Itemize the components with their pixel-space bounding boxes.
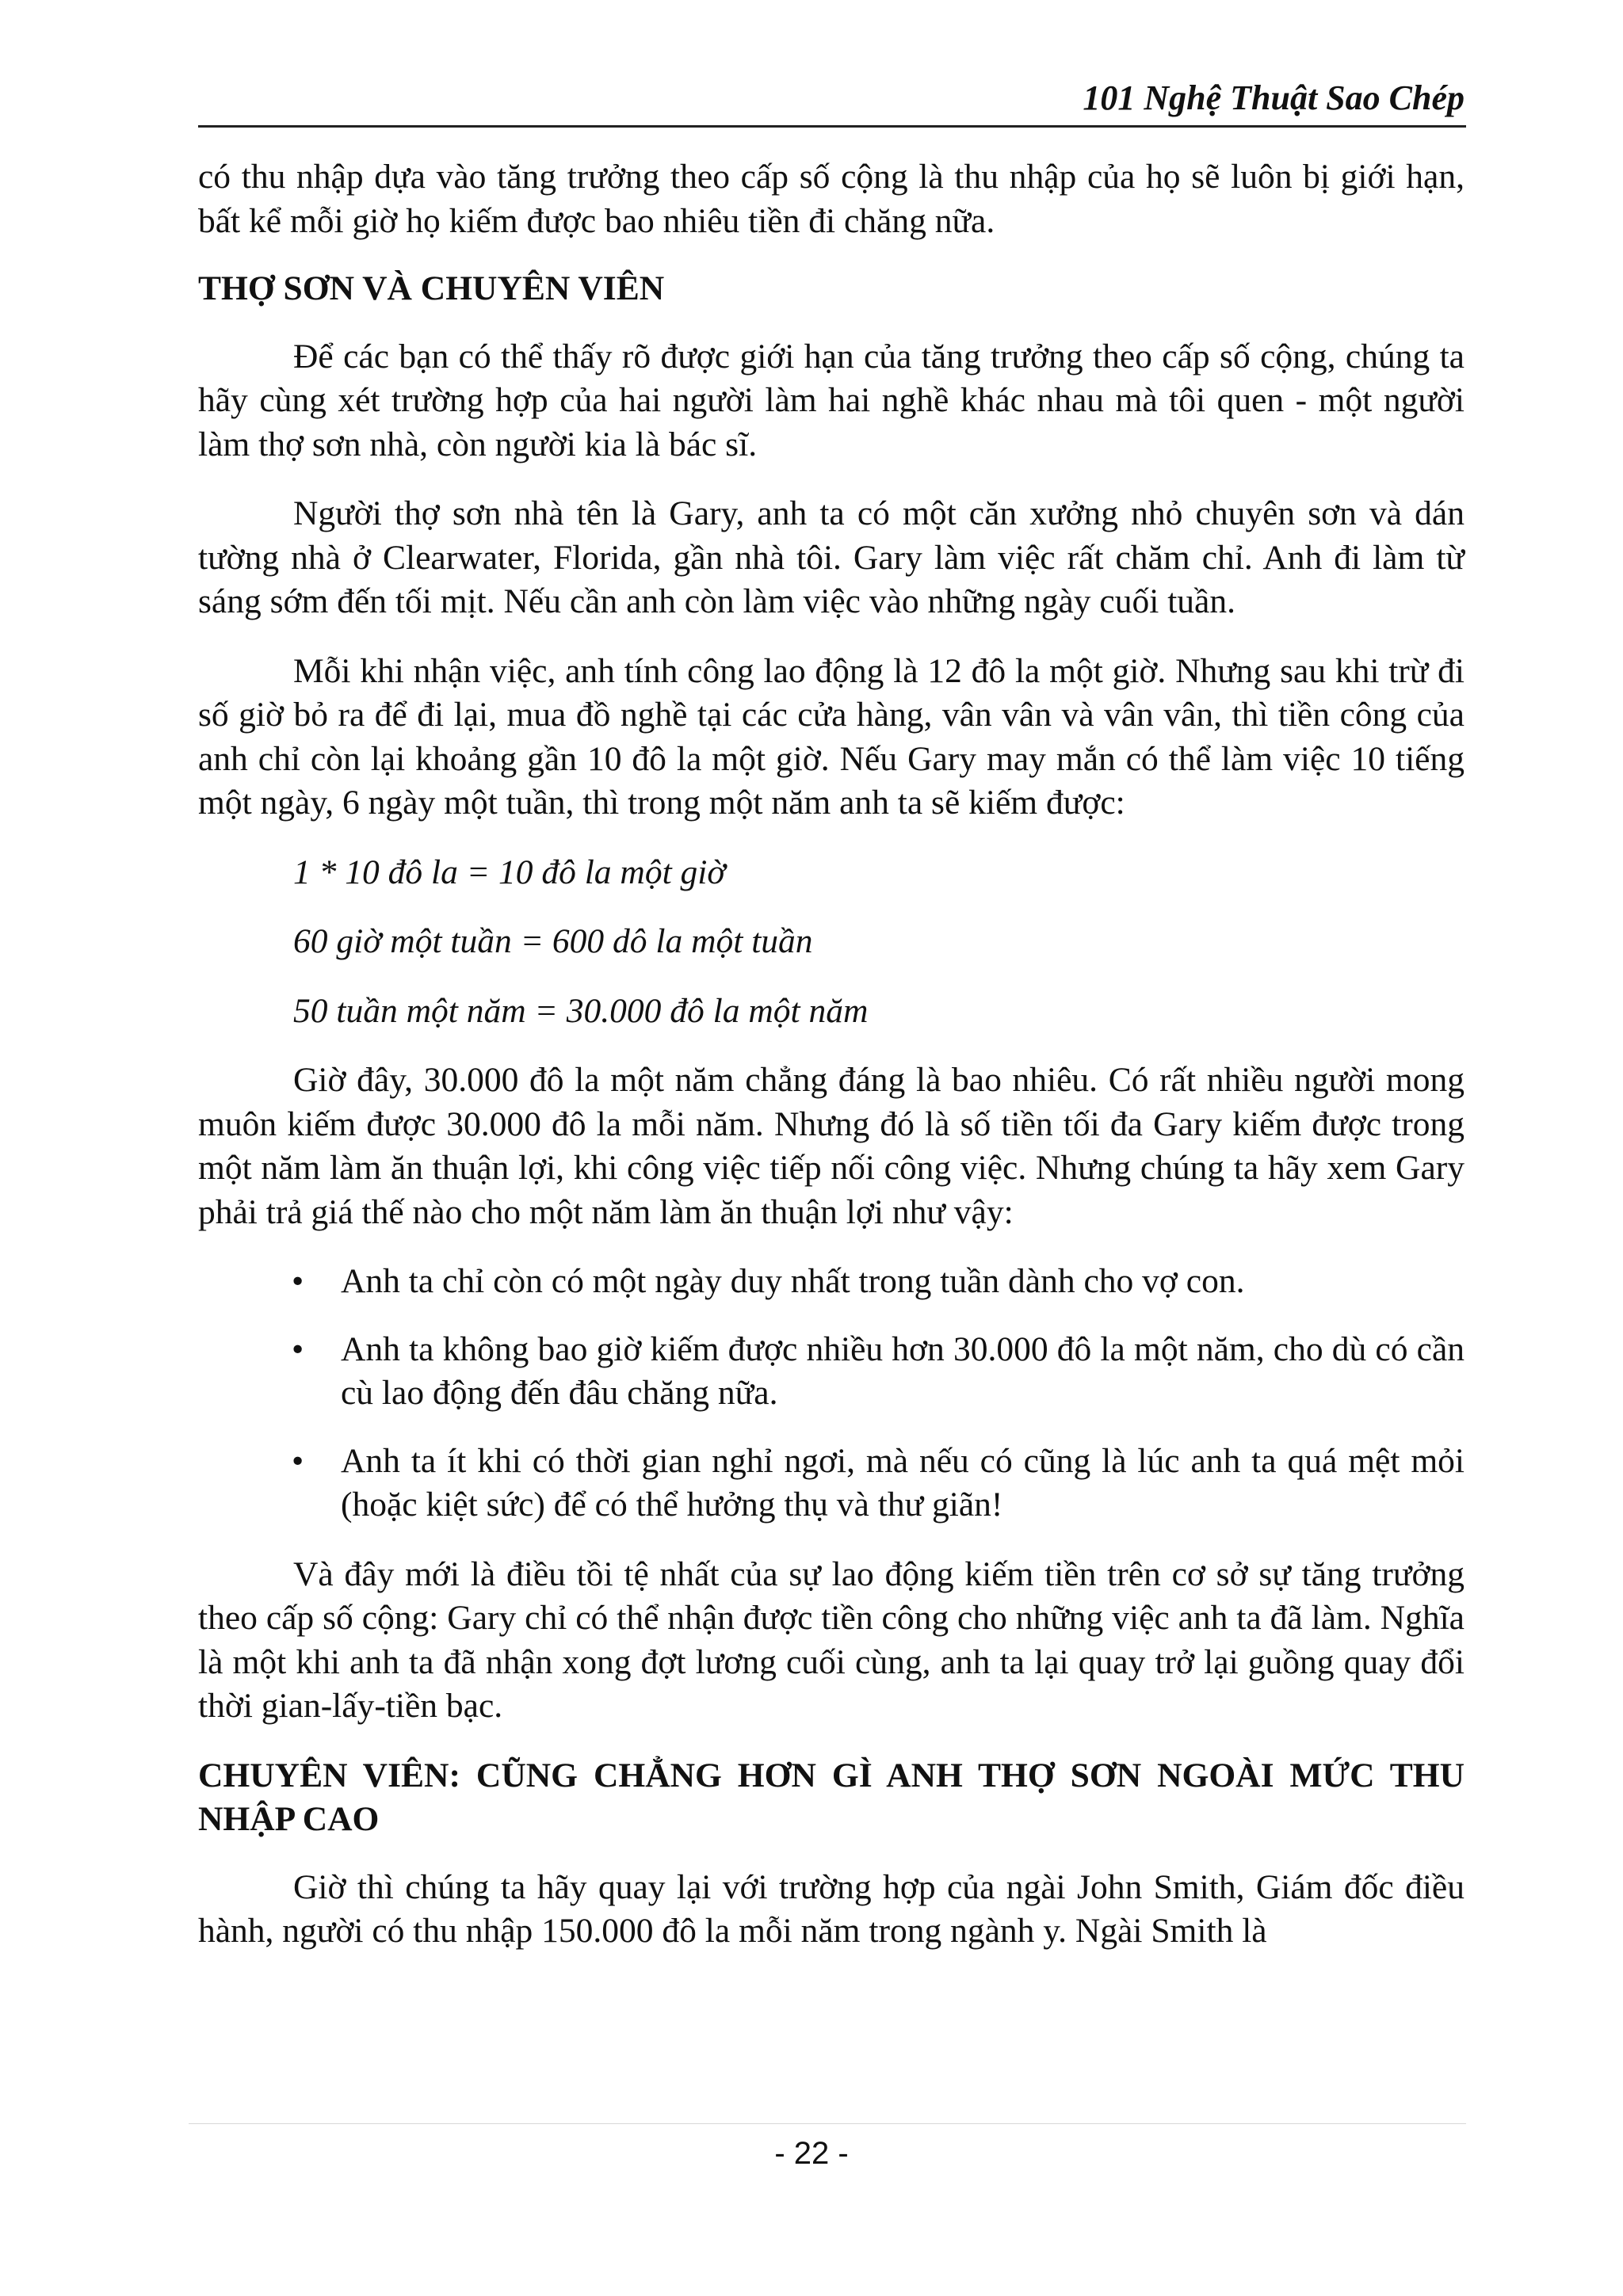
page-number: - 22 - (774, 2136, 849, 2171)
bullet-dot-icon: • (292, 1329, 304, 1368)
formula-line: 1 * 10 đô la = 10 đô la một giờ (293, 852, 726, 891)
formula-line: 50 tuần một năm = 30.000 đô la một năm (293, 991, 869, 1030)
bullet-dot-icon: • (292, 1441, 304, 1480)
section-heading-specialist: CHUYÊN VIÊN: CŨNG CHẲNG HƠN GÌ ANH THỢ SƠN NGOÀI MỨC THU NHẬP CAO (198, 1756, 1465, 1838)
bullet-item (198, 1328, 1465, 1416)
bullet-text: Anh ta chỉ còn có một ngày duy nhất trong tuần dành cho vợ con. (341, 1262, 1245, 1300)
bullet-text: Anh ta ít khi có thời gian nghỉ ngơi, mà nếu có cũng là lúc anh ta quá mệt mỏi (hoặc kiệt sức) để có thể hưởng thụ và thư giãn! (341, 1441, 1465, 1524)
body-paragraph: Và đây mới là điều tồi tệ nhất của sự lao động kiếm tiền trên cơ sở sự tăng trưởng theo cấp số cộng: Gary chỉ có thể nhận được tiền công cho những việc anh ta đã làm. Nghĩa là một khi anh ta đã nhận xong đợt lương cuối cùng, anh ta lại quay trở lại guồng quay đổi thời gian-lấy-tiền bạc. (198, 1554, 1465, 1725)
body-paragraph: Mỗi khi nhận việc, anh tính công lao động là 12 đô la một giờ. Nhưng sau khi trừ đi số giờ bỏ ra để đi lại, mua đồ nghề tại các cửa hàng, vân vân và vân vân, thì tiền công của anh chỉ còn lại khoảng gần 10 đô la một giờ. Nếu Gary may mắn có thể làm việc 10 tiếng một ngày, 6 ngày một tuần, thì trong một năm anh ta sẽ kiếm được: (198, 651, 1465, 822)
formula-line: 60 giờ một tuần = 600 dô la một tuần (293, 922, 813, 960)
body-paragraph: Để các bạn có thể thấy rõ được giới hạn của tăng trưởng theo cấp số cộng, chúng ta hãy cùng xét trường hợp của hai người làm hai nghề khác nhau mà tôi quen - một người làm thợ sơn nhà, còn người kia là bác sĩ. (198, 337, 1465, 463)
body-paragraph: Giờ đây, 30.000 đô la một năm chẳng đáng là bao nhiêu. Có rất nhiều người mong muôn kiếm được 30.000 đô la mỗi năm. Nhưng đó là số tiền tối đa Gary kiếm được trong một năm làm ăn thuận lợi, khi công việc tiếp nối công việc. Nhưng chúng ta hãy xem Gary phải trả giá thế nào cho một năm làm ăn thuận lợi như vậy: (198, 1061, 1465, 1231)
bullet-item (198, 1260, 1465, 1304)
header-divider (198, 125, 1466, 128)
body-paragraph: Giờ thì chúng ta hãy quay lại với trường hợp của ngài John Smith, Giám đốc điều hành, người có thu nhập 150.000 đô la mỗi năm trong ngành y. Ngài Smith là (198, 1867, 1465, 1950)
page-body (198, 155, 1465, 1954)
bullet-list (198, 1260, 1465, 1527)
section-heading-painter-and-specialist: THỢ SƠN VÀ CHUYÊN VIÊN (198, 269, 665, 307)
intro-continuation-paragraph: có thu nhập dựa vào tăng trưởng theo cấp số cộng là thu nhập của họ sẽ luôn bị giới hạn, bất kể mỗi giờ họ kiếm được bao nhiêu tiền đi chăng nữa. (198, 158, 1465, 240)
running-header-title: 101 Nghệ Thuật Sao Chép (1083, 78, 1465, 117)
body-paragraph: Người thợ sơn nhà tên là Gary, anh ta có một căn xưởng nhỏ chuyên sơn và dán tường nhà ở Clearwater, Florida, gần nhà tôi. Gary làm việc rất chăm chỉ. Anh đi làm từ sáng sớm đến tối mịt. Nếu cần anh còn làm việc vào những ngày cuối tuần. (198, 494, 1465, 620)
footer-divider (189, 2123, 1466, 2124)
bullet-dot-icon: • (292, 1262, 304, 1300)
bullet-text: Anh ta không bao giờ kiếm được nhiều hơn 30.000 đô la một năm, cho dù có cần cù lao động đến đâu chăng nữa. (341, 1329, 1465, 1412)
bullet-item (198, 1440, 1465, 1527)
